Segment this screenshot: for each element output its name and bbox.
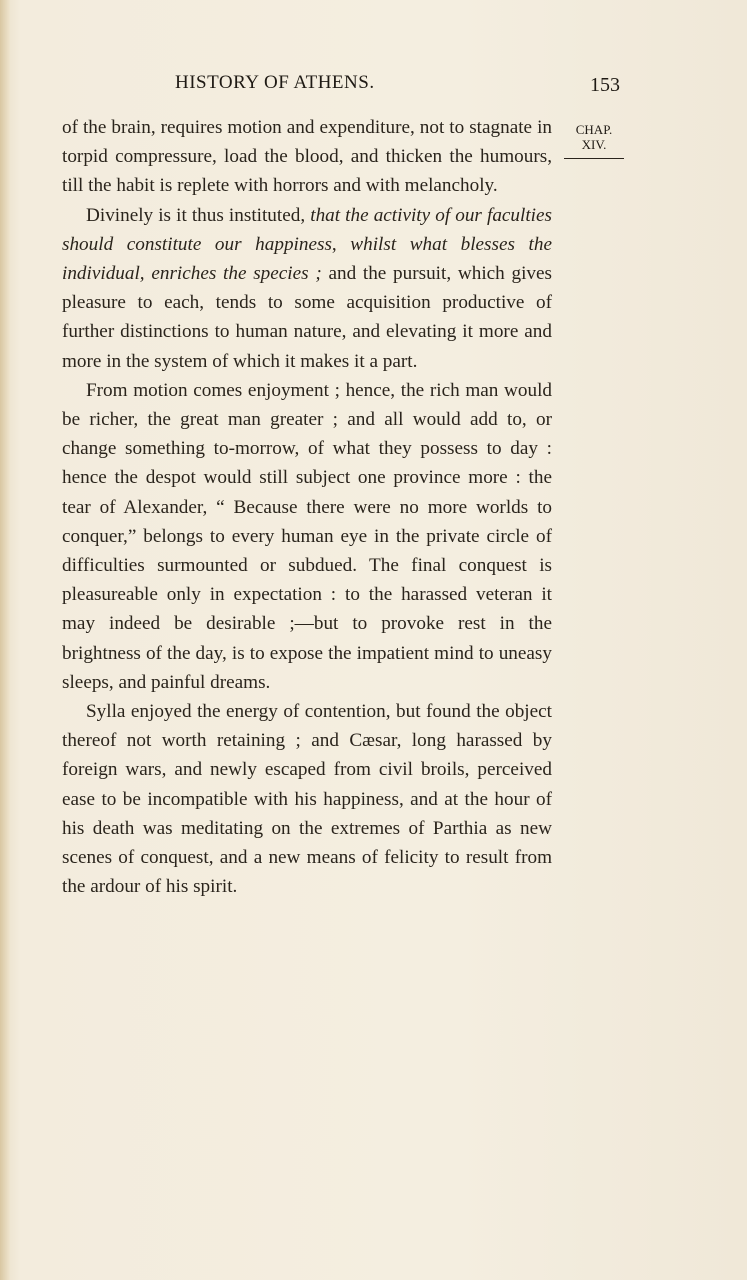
paragraph-2-italic-1: that the activity of our faculties should constitute our happiness [62,204,552,255]
body-text [62,113,552,901]
chapter-marker [562,122,626,159]
paragraph-2-text-b: , [331,233,351,255]
chapter-label: CHAP. [575,122,613,137]
paragraph-2-italic-2: whilst what blesses the individual, enriches the species ; [62,233,552,285]
page-number: 153 [590,74,620,96]
paragraph-2-text-c: and the pursuit, which gives pleasure to each, tends to some acquisition productive of further distinctions to human nature, and elevating it more and more in the system of which it makes it a part. [62,263,552,372]
paragraph-1: of the brain, requires motion and expenditure, not to stagnate in torpid compressure, load the blood, and thicken the humours, till the habit is replete with horrors and with melancholy. [62,117,552,197]
paragraph-3: From motion comes enjoyment ; hence, the rich man would be richer, the great man greater ; and all would add to, or change something to-morrow, of what they possess to day : hence the despot would still subject one province more : the tear of Alexander, “ Because there were no more worlds to conquer,” belongs to every human eye in the private circle of difficulties surmounted or subdued. The final conquest is pleasureable only in expectation : to the harassed veteran it may indeed be desirable ;—but to provoke rest in the brightness of the day, is to expose the impatient mind to uneasy sleeps, and painful dreams. [62,379,552,693]
paragraph-4: Sylla enjoyed the energy of contention, but found the object thereof not worth retaining ; and Cæsar, long harassed by foreign wars, and newly escaped from civil broils, perceived ease to be incompatible with his happiness, and at the hour of his death was meditating on the extremes of Parthia as new scenes of conquest, and a new means of felicity to result from the ardour of his spirit. [62,701,552,898]
page-spine-edge [0,0,10,1280]
paragraph-2 [62,201,552,376]
chapter-number: XIV. [581,137,607,152]
chapter-rule [564,158,624,159]
paragraph-2-text-a: Divinely is it thus instituted, [86,204,311,226]
running-head: HISTORY OF ATHENS. [175,72,375,93]
